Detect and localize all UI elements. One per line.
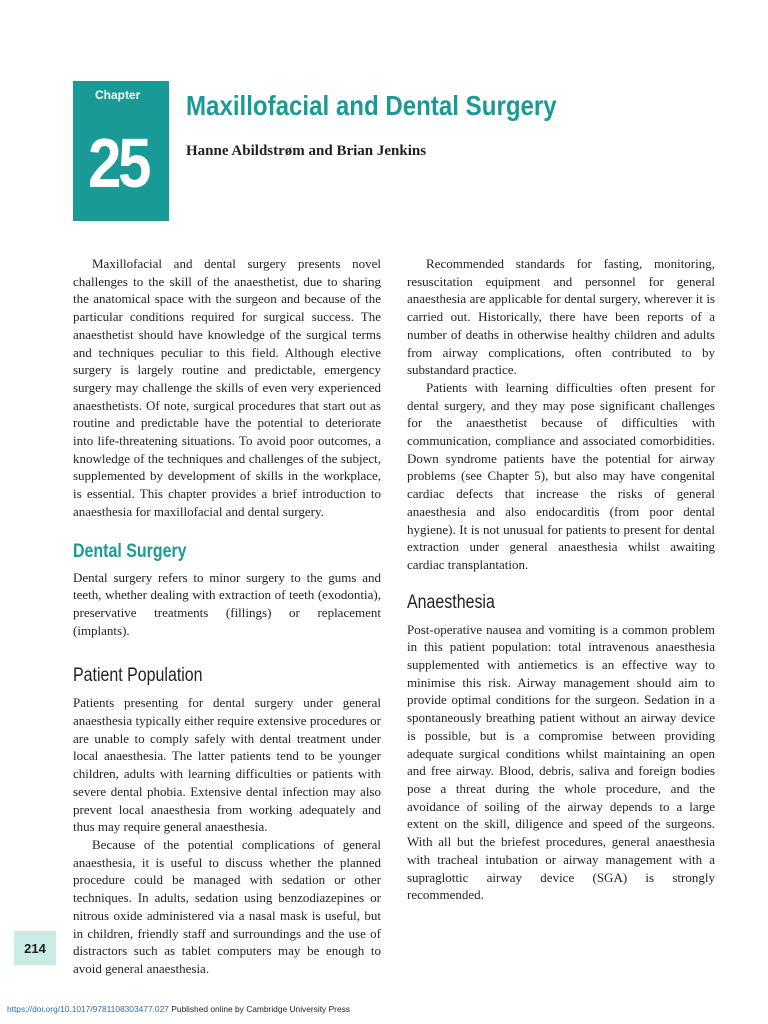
chapter-badge [73, 81, 169, 221]
doi-link[interactable]: https://doi.org/10.1017/9781108303477.027 [7, 1004, 169, 1014]
anaesthesia-paragraph: Post-operative nausea and vomiting is a common problem in this patient population: total intravenous anaesthesia supplemented with antiemetics is an effective way to minimise this risk. Airway management should aim to provide optimal conditions for the surgeon. Sedation in a spontaneously breathing patient without an airway device is possible, but is a compromise between providing adequate surgical conditions whilst maintaining an open and free airway. Blood, debris, saliva and foreign bodies pose a threat during the whole procedure, and the avoidance of soiling of the airway depends to a large extent on the skill, diligence and speed of the surgeons. With all but the briefest procedures, general anaesthesia with tracheal intubation or airway management with a supraglottic airway device (SGA) is strongly recommended. [407, 621, 715, 903]
anaesthesia-heading: Anaesthesia [407, 591, 495, 613]
dental-surgery-heading: Dental Surgery [73, 540, 187, 562]
patient-population-paragraph: Patients presenting for dental surgery under general anaesthesia typically either require extensive procedures or are unable to comply safely with dental treatment under local anaesthesia. The latter patients tend to be younger children, adults with learning difficulties or patients with severe dental phobia. Extensive dental infection may also prevent local anaesthesia from working adequately and thus may require general anaesthesia. [73, 695, 381, 835]
patient-population-paragraph: Because of the potential complications of general anaesthesia, it is useful to discuss whether the planned procedure could be managed with sedation or other techniques. In adults, sedation using benzodiazepines or nitrous oxide administered via a nasal mask is useful, but in children, friendly staff and surroundings and the use of distractors such as tablet computers may be enough to avoid general anaesthesia. [73, 836, 381, 976]
left-column [73, 255, 381, 978]
patient-population-paragraph: Patients with learning difficulties often present for dental surgery, and they may pose significant challenges for the anaesthetist because of difficulties with communication, compliance and associated comorbidities. Down syndrome patients have the potential for airway problems (see Chapter 5), but also may have congenital cardiac defects that increase the risks of general anaesthesia and also endocarditis (from poor dental hygiene). It is not unusual for patients to present for dental extraction under general anaesthesia whilst awaiting cardiac transplantation. [407, 379, 715, 572]
chapter-number: 25 [88, 124, 149, 202]
right-column [407, 255, 715, 904]
patient-population-paragraph: Recommended standards for fasting, monitoring, resuscitation equipment and personnel for general anaesthesia are applicable for dental surgery, wherever it is carried out. Historically, there have been reports of a number of deaths in otherwise healthy children and adults from airway complications, often contributed to by substandard practice. [407, 256, 715, 378]
publisher-text: Published online by Cambridge University Press [168, 1004, 350, 1014]
footer [7, 1004, 350, 1014]
patient-population-heading: Patient Population [73, 665, 203, 687]
page-number: 214 [14, 931, 56, 965]
dental-surgery-paragraph: Dental surgery refers to minor surgery to the gums and teeth, whether dealing with extraction of teeth (exodontia), preservative treatments (fillings) or replacement (implants). [73, 569, 381, 638]
chapter-title: Maxillofacial and Dental Surgery [186, 90, 557, 121]
chapter-authors: Hanne Abildstrøm and Brian Jenkins [186, 143, 427, 159]
intro-paragraph: Maxillofacial and dental surgery presents novel challenges to the skill of the anaesthetist, due to sharing the anatomical space with the surgeon and because of the particular conditions required for surgical success. The anaesthetist should have knowledge of the surgical terms and techniques peculiar to this field. Although elective surgery is largely routine and predictable, emergency surgery may challenge the skills of even very experienced anaesthetists. Of note, surgical procedures that start out as routine and predictable have the potential to deteriorate into life-threatening situations. To avoid poor outcomes, a knowledge of the techniques and challenges of the subject, supplemented by development of skills in the workplace, is essential. This chapter provides a brief introduction to anaesthesia for maxillofacial and dental surgery. [73, 256, 381, 519]
chapter-label: Chapter [95, 88, 141, 102]
